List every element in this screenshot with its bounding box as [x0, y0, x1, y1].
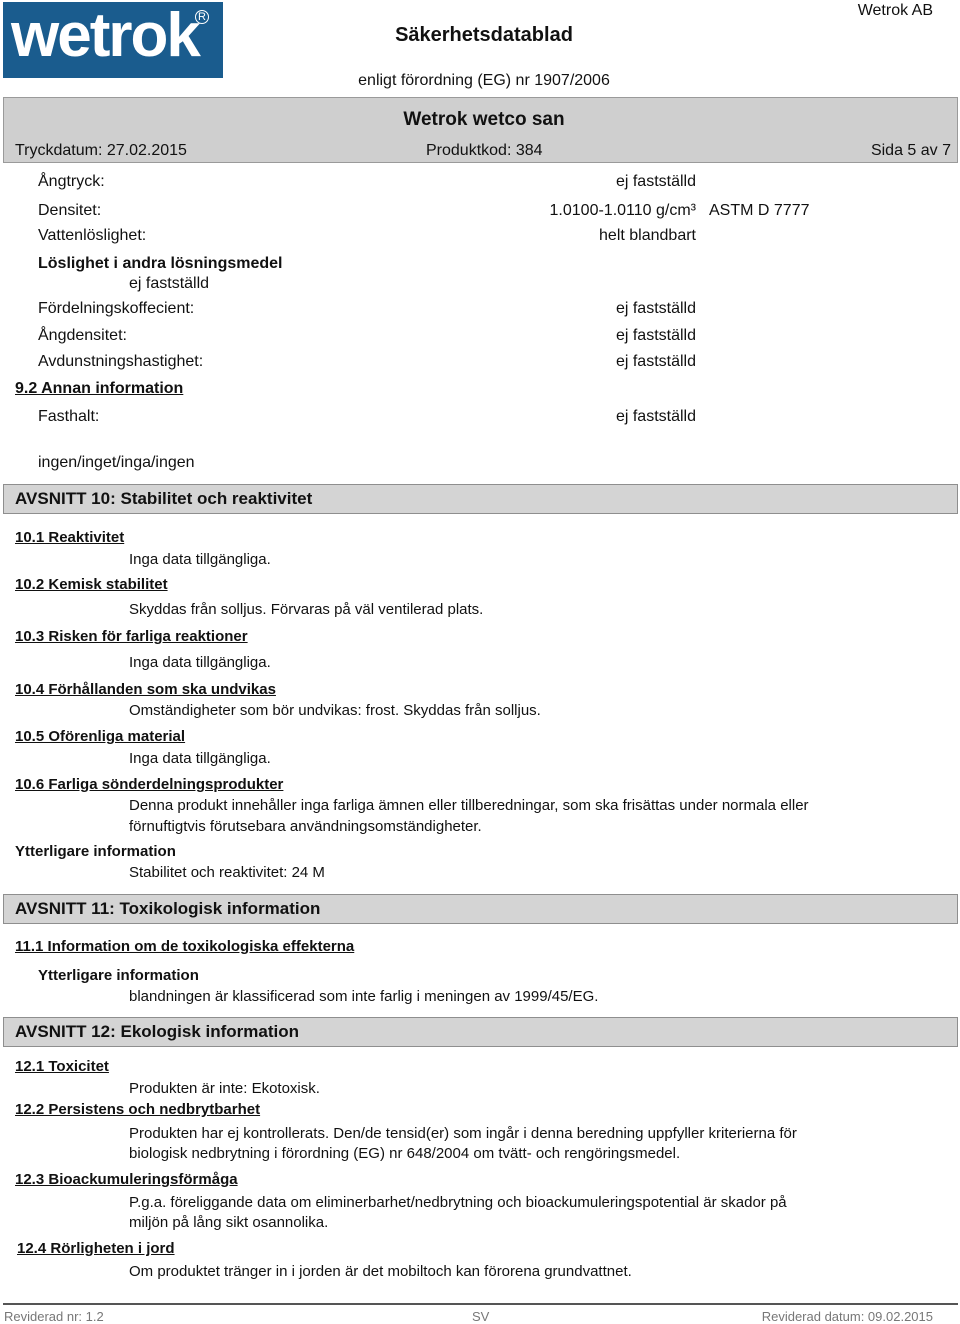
- properties-note: ingen/inget/inga/ingen: [38, 454, 195, 471]
- section-10-5-title: 10.5 Oförenliga material: [15, 728, 186, 745]
- section-10-6-text-line1: Denna produkt innehåller inga farliga ämnen eller tillberedningar, som ska frisättas under normala eller: [129, 797, 809, 814]
- section-10-2-text: Skyddas från solljus. Förvaras på väl ventilerad plats.: [129, 601, 484, 618]
- evaporation-rate-value: ej fastställd: [615, 353, 696, 370]
- section-12-3-title: 12.3 Bioackumuleringsförmåga: [15, 1171, 238, 1188]
- evaporation-rate-label: Avdunstningshastighet:: [38, 353, 204, 370]
- section-11-heading: AVSNITT 11: Toxikologisk information: [3, 894, 958, 924]
- section-10-6-text-line2: förnuftigtvis förutsebara användningsomständigheter.: [129, 818, 482, 835]
- footer-revision: Reviderad nr: 1.2: [4, 1309, 104, 1324]
- section-10-3-title: 10.3 Risken för farliga reaktioner: [15, 628, 248, 645]
- water-solubility-value: helt blandbart: [599, 227, 696, 244]
- product-name: Wetrok wetco san: [403, 109, 565, 130]
- section-12-3-text-line2: miljön på lång sikt osannolika.: [129, 1214, 329, 1231]
- company-name: Wetrok AB: [857, 2, 933, 19]
- footer-divider: [3, 1303, 958, 1305]
- section-12-3-text-line1: P.g.a. föreliggande data om eliminerbarhet/nedbrytning och bioackumuleringspotential är skador på: [129, 1194, 787, 1211]
- page-number: Sida 5 av 7: [870, 142, 951, 159]
- solids-value: ej fastställd: [615, 408, 696, 425]
- density-label: Densitet:: [38, 202, 102, 219]
- partition-coefficient-value: ej fastställd: [615, 300, 696, 317]
- section-12-4-text: Om produktet tränger in i jorden är det mobiltoch kan förorena grundvattnet.: [129, 1263, 632, 1280]
- other-solvents-label: Löslighet i andra lösningsmedel: [38, 255, 283, 272]
- section-10-3-text: Inga data tillgängliga.: [129, 654, 271, 671]
- section-10-heading: AVSNITT 10: Stabilitet och reaktivitet: [3, 484, 958, 514]
- section-10-2-title: 10.2 Kemisk stabilitet: [15, 576, 168, 593]
- print-date: Tryckdatum: 27.02.2015: [15, 142, 187, 159]
- section-12-4-title: 12.4 Rörligheten i jord: [17, 1240, 175, 1257]
- partition-coefficient-label: Fördelningskoffecient:: [38, 300, 195, 317]
- water-solubility-label: Vattenlöslighet:: [38, 227, 147, 244]
- registered-icon: R: [195, 10, 209, 24]
- density-method: ASTM D 7777: [709, 202, 810, 219]
- product-code: Produktkod: 384: [426, 142, 543, 159]
- section-10-1-title: 10.1 Reaktivitet: [15, 529, 125, 546]
- section-11-extra-text: blandningen är klassificerad som inte farlig i meningen av 1999/45/EG.: [129, 988, 599, 1005]
- section-10-4-title: 10.4 Förhållanden som ska undvikas: [15, 681, 276, 698]
- section-10-1-text: Inga data tillgängliga.: [129, 551, 271, 568]
- section-12-heading: AVSNITT 12: Ekologisk information: [3, 1017, 958, 1047]
- regulation-line: enligt förordning (EG) nr 1907/2006: [358, 72, 610, 89]
- section-10-4-text: Omständigheter som bör undvikas: frost. Skyddas från solljus.: [129, 702, 541, 719]
- footer-revision-date: Reviderad datum: 09.02.2015: [761, 1309, 933, 1324]
- vapor-density-value: ej fastställd: [615, 327, 696, 344]
- vapor-pressure-value: ej fastställd: [615, 173, 696, 190]
- density-value: 1.0100-1.0110 g/cm³: [549, 202, 696, 219]
- footer-language: SV: [472, 1309, 490, 1324]
- section-11-extra-title: Ytterligare information: [38, 967, 199, 984]
- other-info-heading: 9.2 Annan information: [15, 380, 184, 397]
- section-12-1-text: Produkten är inte: Ekotoxisk.: [129, 1080, 320, 1097]
- section-12-2-text-line1: Produkten har ej kontrollerats. Den/de tensid(er) som ingår i denna beredning uppfyller kriterierna för: [129, 1125, 797, 1142]
- vapor-pressure-label: Ångtryck:: [38, 173, 105, 190]
- section-10-6-title: 10.6 Farliga sönderdelningsprodukter: [15, 776, 284, 793]
- section-11-1-title: 11.1 Information om de toxikologiska effekterna: [15, 938, 355, 955]
- logo-text: wetrok: [11, 1, 199, 70]
- section-12-2-text-line2: biologisk nedbrytning i förordning (EG) nr 648/2004 om tvätt- och rengöringsmedel.: [129, 1145, 681, 1162]
- other-solvents-value: ej fastställd: [129, 275, 210, 292]
- section-10-5-text: Inga data tillgängliga.: [129, 750, 271, 767]
- vapor-density-label: Ångdensitet:: [38, 327, 127, 344]
- section-10-extra-title: Ytterligare information: [15, 843, 176, 860]
- section-12-1-title: 12.1 Toxicitet: [15, 1058, 109, 1075]
- solids-label: Fasthalt:: [38, 408, 100, 425]
- section-12-2-title: 12.2 Persistens och nedbrytbarhet: [15, 1101, 261, 1118]
- section-10-extra-text: Stabilitet och reaktivitet: 24 M: [129, 864, 325, 881]
- document-title: Säkerhetsdatablad: [395, 24, 573, 46]
